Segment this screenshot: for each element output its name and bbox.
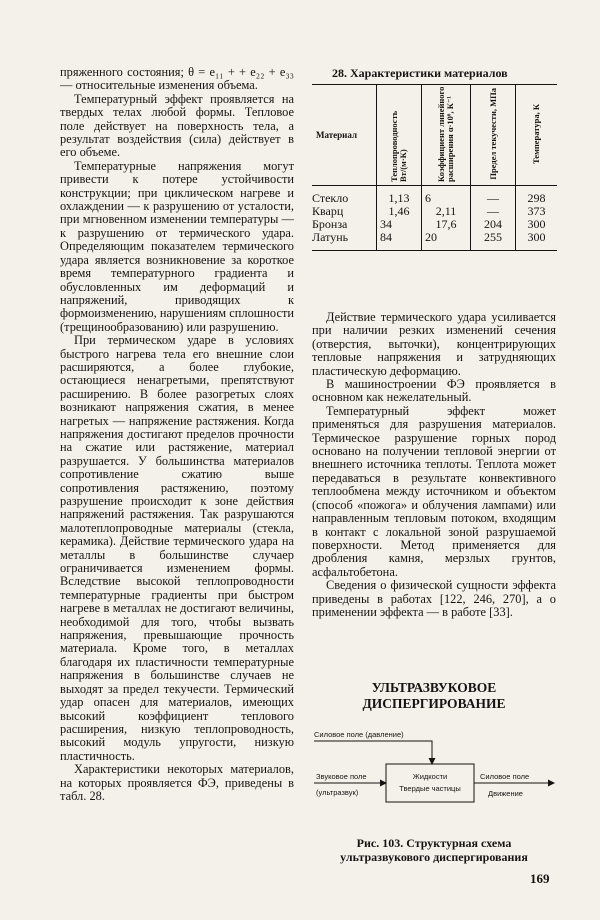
column-header — [422, 85, 471, 186]
table-cell: 204 — [471, 218, 516, 231]
table-header-row — [312, 85, 557, 186]
column-header — [471, 85, 516, 186]
right-text-column — [312, 311, 556, 619]
section-heading-line: УЛЬТРАЗВУКОВОЕ — [371, 680, 497, 695]
table-cell: Латунь — [312, 231, 377, 251]
figure-caption: Рис. 103. Структурная схема ультразвукового диспергирования — [340, 836, 528, 864]
column-header — [312, 85, 377, 186]
column-header — [377, 85, 422, 186]
header-yield: Предел текучести, МПа — [487, 88, 498, 180]
structure-diagram — [310, 720, 560, 832]
paragraph: пряженного состояния; θ = e₁₁ + + e₂₂ + e₃₃ — относительные изменения объема. — [60, 65, 294, 93]
section-heading-line: ДИСПЕРГИРОВАНИЕ — [362, 696, 506, 711]
right-output-label: Силовое поле — [480, 772, 530, 781]
table-cell: 373 — [516, 205, 558, 218]
table-cell: Бронза — [312, 217, 348, 231]
table-row — [312, 186, 557, 206]
table-cell: 1,13 — [377, 186, 422, 206]
table-cell: — — [471, 186, 516, 206]
table-cell: Кварц — [312, 204, 344, 218]
header-material: Материал — [316, 130, 357, 140]
table-cell: 298 — [516, 186, 558, 206]
paragraph: Температурный эффект может применяться для разрушения материалов. Термическое разрушение горных пород основано на получении тепловой энергии от внешнего источника теплоты. Теплота может передаваться в результате конвективного теплообмена между источником и объектом (способ «пожога» и облучения лампами) или направленным тепловым потоком, входящим в контакт с локальной зоной разрушаемой поверхности. Метод применяется для дробления камня, мерзлых грунтов, асфальтобетона. — [312, 403, 556, 579]
left-text-column — [60, 66, 294, 803]
paragraph: Температурные напряжения могут привести к потере устойчивости конструкции; при циклическом нагреве и охлаждении — к разрушению от усталости, при мгновенном изменении температуры — к разрушению от термического удара. Определяющим показателем термического удара является возникновение за короткое время температурного градиента и обусловленных им деформаций и напряжений, приводящих к формоизменению, нарушениям сплошности (трещинообразованию) или разрушению. — [60, 158, 294, 334]
materials-table — [312, 84, 557, 251]
header-conductivity: Теплопроводность Вт/(м·К) — [389, 110, 408, 182]
table-row — [312, 205, 557, 218]
top-input-arrow — [314, 741, 432, 764]
table-cell: 20 — [422, 231, 471, 251]
table-cell: 255 — [471, 231, 516, 251]
table-cell: 17,6 — [422, 218, 471, 231]
left-input-sublabel: (ультразвук) — [316, 788, 359, 797]
page-number: 169 — [530, 871, 550, 886]
paragraph: В машиностроении ФЭ проявляется в основном как нежелательный. — [312, 377, 556, 405]
paragraph: Сведения о физической сущности эффекта приведены в работах [122, 246, 270], а о применении эффекта — в работе [33]. — [312, 578, 556, 619]
box-label-particles: Твердые частицы — [399, 784, 461, 793]
right-output-sublabel: Движение — [488, 789, 523, 798]
table-cell: — — [471, 205, 516, 218]
section-heading — [312, 680, 556, 712]
process-box — [386, 764, 474, 802]
header-temperature: Температура, К — [531, 103, 541, 165]
table-caption: 28. Характеристики материалов — [332, 66, 508, 80]
header-expansion: Коэффициент линейного расширения α·10⁶, К⁻¹ — [436, 86, 455, 182]
table-cell: 34 — [377, 218, 422, 231]
table-cell: 1,46 — [377, 205, 422, 218]
table-cell: 300 — [516, 218, 558, 231]
paragraph: При термическом ударе в условиях быстрого нагрева тела его внешние слои расширяются, а более глубокие, остающиеся ненагретыми, препятствуют расширению. В более разогретых слоях возникают напряжения сжатия, в менее нагретых — напряжение растяжения. Когда напряжения достигают пределов прочности на сжатие или растяжение, материал разрушается. У большинства материалов сопротивление сжатию выше сопротивления растяжению, поэтому разрушение происходит к зоне действия напряжений растяжения. Так разрушаются малотеплопроводные материалы (стекла, керамика). Действие термического удара на металлы в большинстве случаер ограничивается изменением формы. Вследствие высокой теплопроводности температурные градиенты при быстром нагреве в металлах не достигают величины, необходимой для того, чтобы вызвать напряжения, превышающие прочность материала. Кроме того, в металлах благодаря их пластичности температурные напряжения в большинстве случаев не выходят за предел текучести. Термический удар опасен для материалов, имеющих высокий коэффициент теплового расширения, низкую теплопроводность, высокий модуль упругости, низкую пластичность. — [60, 333, 294, 763]
table-row — [312, 231, 557, 251]
paragraph: Температурный эффект проявляется на твердых телах любой формы. Тепловое поле действует на поверхность тела, а результат воздействия (сила) действует в его объеме. — [60, 91, 294, 160]
table-cell: 84 — [377, 231, 422, 251]
table-cell: Стекло — [312, 191, 349, 205]
top-input-label: Силовое поле (давление) — [314, 730, 404, 739]
column-header — [516, 85, 558, 186]
table-cell: 2,11 — [422, 205, 471, 218]
table-cell: 300 — [516, 231, 558, 251]
left-input-label: Звуковое поле — [316, 772, 367, 781]
table-cell: 6 — [422, 186, 471, 206]
box-label-liquids: Жидкости — [412, 772, 448, 781]
paragraph: Характеристики некоторых материалов, на которых проявляется ФЭ, приведены в табл. 28. — [60, 762, 294, 803]
paragraph: Действие термического удара усиливается при наличии резких изменений сечения (отверстия, выточки), концентрирующих тепловые напряжения и затрудняющих пластическую деформацию. — [312, 310, 556, 378]
